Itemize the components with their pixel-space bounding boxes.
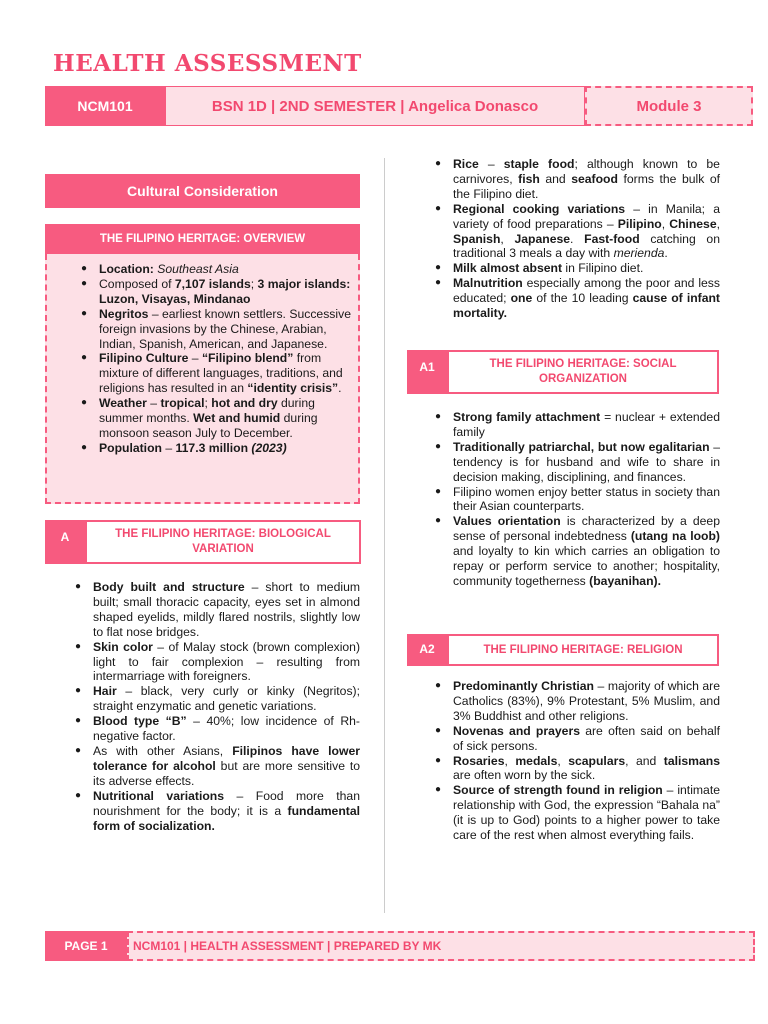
diet-list xyxy=(433,157,720,321)
overview-heading: THE FILIPINO HERITAGE: OVERVIEW xyxy=(45,224,360,254)
list-item: ● Novenas and prayers are often said on behalf of sick persons. xyxy=(433,724,720,754)
header-bar xyxy=(45,86,751,126)
list-item: ● Source of strength found in religion – intimate relationship with God, the expression “Bahala na” (it is up to God) points to a higher power to take care of the rest when almost everything fails. xyxy=(433,783,720,843)
section-tag: A1 xyxy=(407,350,447,394)
section-heading: THE FILIPINO HERITAGE: BIOLOGICAL VARIATION xyxy=(85,520,361,564)
column-divider xyxy=(384,158,385,913)
list-item: ● Values orientation is characterized by a deep sense of personal indebtedness (utang na loob) and loyalty to kin which carries an obligation to repay or perform service to another; hospitality, community togetherness (bayanihan). xyxy=(433,514,720,589)
list-item: ● Hair – black, very curly or kinky (Negritos); straight enzymatic and genetic variations. xyxy=(73,684,360,714)
section-heading: THE FILIPINO HERITAGE: SOCIAL ORGANIZATION xyxy=(447,350,719,394)
religion-section-header xyxy=(407,634,719,666)
list-item: ● Rice – staple food; although known to be carnivores, fish and seafood forms the bulk of the Filipino diet. xyxy=(433,157,720,202)
list-item: ● Milk almost absent in Filipino diet. xyxy=(433,261,720,276)
course-code: NCM101 xyxy=(45,86,165,126)
biological-list xyxy=(73,580,360,833)
document-title: HEALTH ASSESSMENT xyxy=(53,50,362,77)
list-item: ● Predominantly Christian – majority of which are Catholics (83%), 9% Protestant, 5% Muslim, and 3% Buddhist and other religions. xyxy=(433,679,720,724)
section-tag: A2 xyxy=(407,634,447,666)
list-item: ● Location: Southeast Asia xyxy=(79,262,351,277)
list-item: ● Population – 117.3 million (2023) xyxy=(79,441,351,456)
list-item: ● Regional cooking variations – in Manila; a variety of food preparations – Pilipino, Chinese, Spanish, Japanese. Fast-food catching on traditional 3 meals a day with merienda. xyxy=(433,202,720,262)
list-item: ● Blood type “B” – 40%; low incidence of Rh-negative factor. xyxy=(73,714,360,744)
list-item: ● Composed of 7,107 islands; 3 major islands: Luzon, Visayas, Mindanao xyxy=(79,277,351,307)
section-heading: THE FILIPINO HERITAGE: RELIGION xyxy=(447,634,719,666)
overview-box xyxy=(45,254,360,504)
list-item: ● Filipino women enjoy better status in society than their Asian counterparts. xyxy=(433,485,720,515)
list-item: ● Traditionally patriarchal, but now egalitarian – tendency is for husband and wife to share in decision making, disciplining, and finances. xyxy=(433,440,720,485)
list-item: ● Strong family attachment = nuclear + extended family xyxy=(433,410,720,440)
module-label: Module 3 xyxy=(585,86,753,126)
footer-text: NCM101 | HEALTH ASSESSMENT | PREPARED BY MK xyxy=(127,931,755,961)
page-number: PAGE 1 xyxy=(45,931,127,961)
list-item: ● Weather – tropical; hot and dry during summer months. Wet and humid during monsoon season July to December. xyxy=(79,396,351,441)
list-item: ● As with other Asians, Filipinos have lower tolerance for alcohol but are more sensitive to its adverse effects. xyxy=(73,744,360,789)
list-item: ● Filipino Culture – “Filipino blend” from mixture of different languages, traditions, and religions has resulted in an “identity crisis”. xyxy=(79,351,351,396)
religion-list xyxy=(433,679,720,843)
list-item: ● Skin color – of Malay stock (brown complexion) light to fair complexion – resulting from intermarriage with foreigners. xyxy=(73,640,360,685)
list-item: ● Negritos – earliest known settlers. Successive foreign invasions by the Chinese, Arabian, Indian, Spanish, American, and Japanese. xyxy=(79,307,351,352)
social-list xyxy=(433,410,720,589)
list-item: ● Nutritional variations – Food more than nourishment for the body; it is a fundamental form of socialization. xyxy=(73,789,360,834)
social-section-header xyxy=(407,350,719,394)
biological-section-header xyxy=(45,520,361,564)
list-item: ● Body built and structure – short to medium built; small thoracic capacity, eyes set in almond shaped eyelids, mildly flared nostrils, slightly low to flat nose bridges. xyxy=(73,580,360,640)
list-item: ● Rosaries, medals, scapulars, and talismans are often worn by the sick. xyxy=(433,754,720,784)
section-tag: A xyxy=(45,520,85,564)
page-footer xyxy=(45,931,751,961)
overview-list xyxy=(79,262,351,456)
cultural-heading: Cultural Consideration xyxy=(45,174,360,208)
course-info: BSN 1D | 2ND SEMESTER | Angelica Donasco xyxy=(165,86,585,126)
list-item: ● Malnutrition especially among the poor and less educated; one of the 10 leading cause of infant mortality. xyxy=(433,276,720,321)
